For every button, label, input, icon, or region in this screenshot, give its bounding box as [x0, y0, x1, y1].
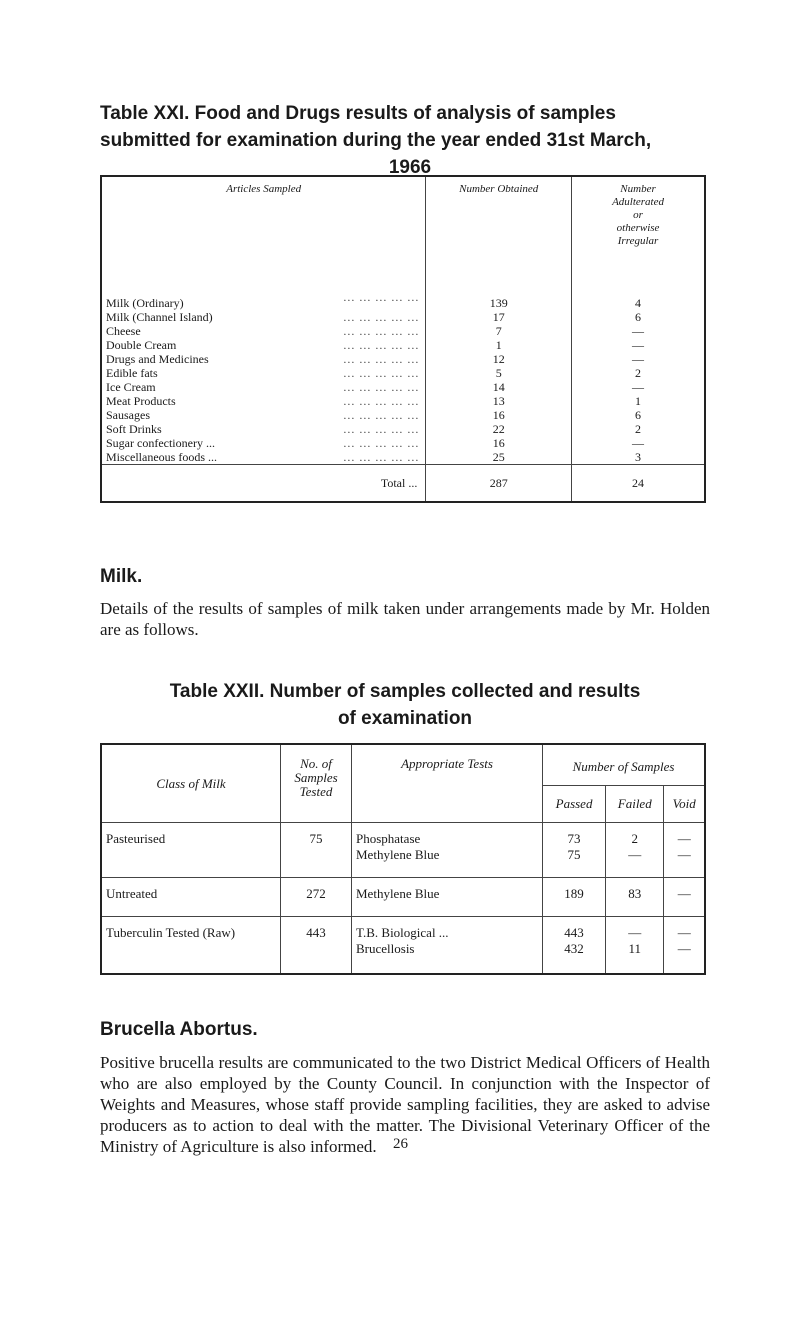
table22-title [100, 678, 710, 732]
table21-row [101, 310, 705, 324]
leader-dots: ... ... ... ... ... [343, 436, 420, 450]
table21-obtained: 139 [426, 290, 572, 310]
table21-row [101, 290, 705, 310]
table21-adulterated: 4 [635, 296, 642, 310]
table22-row [101, 823, 705, 848]
table22-title-line2: of examination [337, 708, 473, 729]
table21-row [101, 338, 705, 352]
table22-class: Tuberculin Tested (Raw) [101, 917, 281, 975]
table21-total-adulterated: 24 [572, 465, 705, 503]
table22-failed: — [606, 917, 664, 942]
leader-dots: ... ... ... ... ... [343, 408, 420, 422]
table21-adulterated: — [632, 436, 645, 450]
table21-obtained: 12 [426, 352, 572, 366]
table22-tested: 443 [281, 917, 352, 975]
table21-row [101, 408, 705, 422]
table21-obtained: 17 [426, 310, 572, 324]
table21-obtained: 7 [426, 324, 572, 338]
table21-article: Milk (Ordinary) [106, 296, 184, 310]
table22-passed: 189 [543, 878, 606, 917]
leader-dots: ... ... ... ... ... [343, 324, 420, 338]
table21-article: Sausages [106, 408, 150, 422]
table21-adulterated: 1 [635, 394, 642, 408]
table21-header-obtained: Number Obtained [426, 176, 572, 290]
table22-title-line1: Table XXII. Number of samples collected and results [169, 681, 641, 702]
table21-adulterated: — [632, 338, 645, 352]
leader-dots: ... ... ... ... ... [343, 310, 420, 324]
table22-void: — [664, 917, 705, 942]
table21-obtained: 5 [426, 366, 572, 380]
table22-row [101, 878, 705, 917]
leader-dots: ... ... ... ... ... [343, 380, 420, 394]
leader-dots: ... ... ... ... ... [343, 366, 420, 380]
table21-article: Milk (Channel Island) [106, 310, 213, 324]
table21-row [101, 380, 705, 394]
table22-class: Untreated [101, 878, 281, 917]
table21-obtained: 1 [426, 338, 572, 352]
table21-article: Miscellaneous foods ... [106, 450, 217, 464]
table21-article: Meat Products [106, 394, 176, 408]
table22-passed: 73 [543, 823, 606, 848]
table22-passed: 432 [543, 941, 606, 974]
table22-passed: 443 [543, 917, 606, 942]
table21-article: Sugar confectionery ... [106, 436, 215, 450]
table21-obtained: 22 [426, 422, 572, 436]
leader-dots: ... ... ... ... ... [343, 450, 420, 464]
table22-test: Phosphatase [352, 823, 543, 848]
table22-failed: — [606, 847, 664, 878]
table22-test: Methylene Blue [352, 878, 543, 917]
table22-test: Brucellosis [352, 941, 543, 974]
table21-adulterated: 2 [635, 422, 642, 436]
table21 [100, 175, 706, 503]
leader-dots: ... ... ... ... ... [343, 338, 420, 352]
table21-article: Double Cream [106, 338, 177, 352]
table21-row [101, 450, 705, 465]
table22-void: — [677, 941, 691, 956]
table21-article: Edible fats [106, 366, 158, 380]
table22-failed: 11 [606, 941, 664, 974]
table22-test: T.B. Biological ... [352, 917, 543, 942]
table21-obtained: 16 [426, 436, 572, 450]
table22-header-tests: Appropriate Tests [352, 744, 543, 823]
table21-obtained: 25 [426, 450, 572, 465]
table21-title-line3: 1966 [388, 157, 432, 178]
table22-tested: 272 [281, 878, 352, 917]
page-number: 26 [393, 1136, 408, 1152]
brucella-heading: Brucella Abortus. [100, 1019, 258, 1040]
table21-obtained: 16 [426, 408, 572, 422]
table21-title-line1: Table XXI. Food and Drugs results of analysis of samples [100, 103, 616, 124]
table22-header-number: Number of Samples [543, 744, 706, 786]
leader-dots: ... ... ... ... ... [343, 352, 420, 366]
table21-adulterated: 6 [635, 408, 642, 422]
table22-header-samples: No. of Samples Tested [281, 744, 352, 823]
table21-row [101, 324, 705, 338]
table21-row [101, 422, 705, 436]
table21-title-line2: submitted for examination during the year ended 31st March, [100, 130, 652, 151]
table22-tested: 75 [281, 823, 352, 878]
milk-heading: Milk. [100, 566, 143, 587]
table22-void: — [664, 823, 705, 848]
table22-header-void: Void [672, 796, 696, 811]
table21-row [101, 352, 705, 366]
table21-adulterated: — [632, 380, 645, 394]
table21-adulterated: 2 [635, 366, 642, 380]
table22-test: Methylene Blue [352, 847, 543, 878]
table21-header-adulterated: Number Adulterated or otherwise Irregular [612, 183, 664, 247]
table22-header-passed: Passed [543, 786, 606, 823]
table21-obtained: 13 [426, 394, 572, 408]
table22-header-class: Class of Milk [101, 744, 281, 823]
table22 [100, 743, 706, 975]
table21-article: Ice Cream [106, 380, 156, 394]
table21-total-label: Total ... [101, 465, 426, 503]
leader-dots: ... ... ... ... ... [343, 290, 420, 304]
table21-obtained: 14 [426, 380, 572, 394]
table22-void: — [677, 847, 691, 862]
table21-total-obtained: 287 [426, 465, 572, 503]
brucella-paragraph: Positive brucella results are communicated to the two District Medical Officers of Health who are also employed by the County Council. In conjunction with the Inspector of Weights and Measures, whose staff provide sampling facilities, they are asked to advise producers as to action to deal with the matter. The Divisional Veterinary Officer of the Ministry of Agriculture is also informed. [100, 1053, 710, 1156]
table21-row [101, 366, 705, 380]
table21-article: Soft Drinks [106, 422, 162, 436]
table22-void: — [664, 878, 705, 917]
leader-dots: ... ... ... ... ... [343, 394, 420, 408]
table21-row [101, 394, 705, 408]
table22-failed: 2 [606, 823, 664, 848]
leader-dots: ... ... ... ... ... [343, 422, 420, 436]
milk-paragraph: Details of the results of samples of milk taken under arrangements made by Mr. Holden are as follows. [100, 599, 710, 639]
table21-row [101, 436, 705, 450]
table21-header-articles: Articles Sampled [101, 176, 426, 290]
table21-adulterated: — [632, 324, 645, 338]
table22-failed: 83 [606, 878, 664, 917]
table21-title [100, 100, 720, 181]
table21-article: Drugs and Medicines [106, 352, 209, 366]
table21-adulterated: — [632, 352, 645, 366]
table22-class: Pasteurised [101, 823, 281, 878]
table22-row [101, 917, 705, 942]
table21-adulterated: 3 [635, 450, 642, 464]
table22-passed: 75 [543, 847, 606, 878]
table21-article: Cheese [106, 324, 141, 338]
table22-header-failed: Failed [606, 786, 664, 823]
table21-adulterated: 6 [635, 310, 642, 324]
